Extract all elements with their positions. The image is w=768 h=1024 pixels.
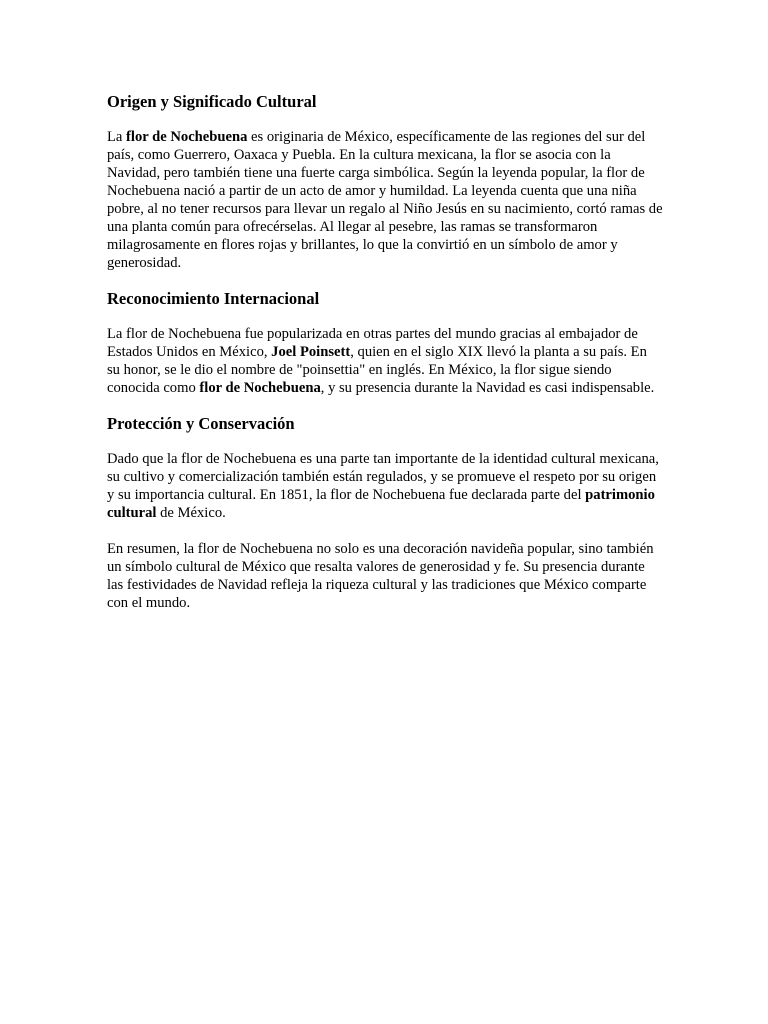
text-run: La flor de Nochebuena fue popularizada en otras partes del mundo gracias al embajador de Estados Unidos en México, [107, 326, 638, 360]
paragraph-reconocimiento [107, 325, 663, 397]
text-run: es originaria de México, específicamente de las regiones del sur del país, como Guerrero, Oaxaca y Puebla. En la cultura mexicana, la flor se asocia con la Navidad, pero también tiene una fuerte carga simbólica. Según la leyenda popular, la flor de Nochebuena nació a partir de un acto de amor y humildad. La leyenda cuenta que una niña pobre, al no tener recursos para llevar un regalo al Niño Jesús en su nacimiento, cortó ramas de una planta común para ofrecérselas. Al llegar al pesebre, las ramas se transformaron milagrosamente en flores rojas y brillantes, lo que la convirtió en un símbolo de amor y generosidad. [107, 129, 663, 271]
section-heading-origen: Origen y Significado Cultural [107, 92, 317, 111]
text-run: , quien en el siglo XIX llevó la planta a su país. En su honor, se le dio el nombre de "poinsettia" en inglés. En México, la flor sigue siendo conocida como [107, 344, 647, 396]
section-heading-proteccion: Protección y Conservación [107, 414, 295, 433]
document-page [107, 91, 663, 612]
section-heading-reconocimiento: Reconocimiento Internacional [107, 289, 320, 308]
bold-run: flor de Nochebuena [126, 129, 248, 145]
paragraph-proteccion [107, 450, 663, 522]
bold-run: patrimonio cultural [107, 487, 655, 521]
text-run: de México. [156, 505, 226, 521]
paragraph-origen [107, 128, 663, 272]
bold-run: flor de Nochebuena [199, 380, 321, 396]
text-run: Dado que la flor de Nochebuena es una parte tan importante de la identidad cultural mexicana, su cultivo y comercialización también están regulados, y se promueve el respeto por su origen y su importancia cultural. En 1851, la flor de Nochebuena fue declarada parte del [107, 451, 659, 503]
paragraph-resumen: En resumen, la flor de Nochebuena no solo es una decoración navideña popular, sino también un símbolo cultural de México que resalta valores de generosidad y fe. Su presencia durante las festividades de Navidad refleja la riqueza cultural y las tradiciones que México comparte con el mundo. [107, 541, 654, 611]
text-run: , y su presencia durante la Navidad es casi indispensable. [320, 380, 655, 396]
text-run: La [107, 129, 127, 145]
bold-run: Joel Poinsett [271, 344, 351, 360]
